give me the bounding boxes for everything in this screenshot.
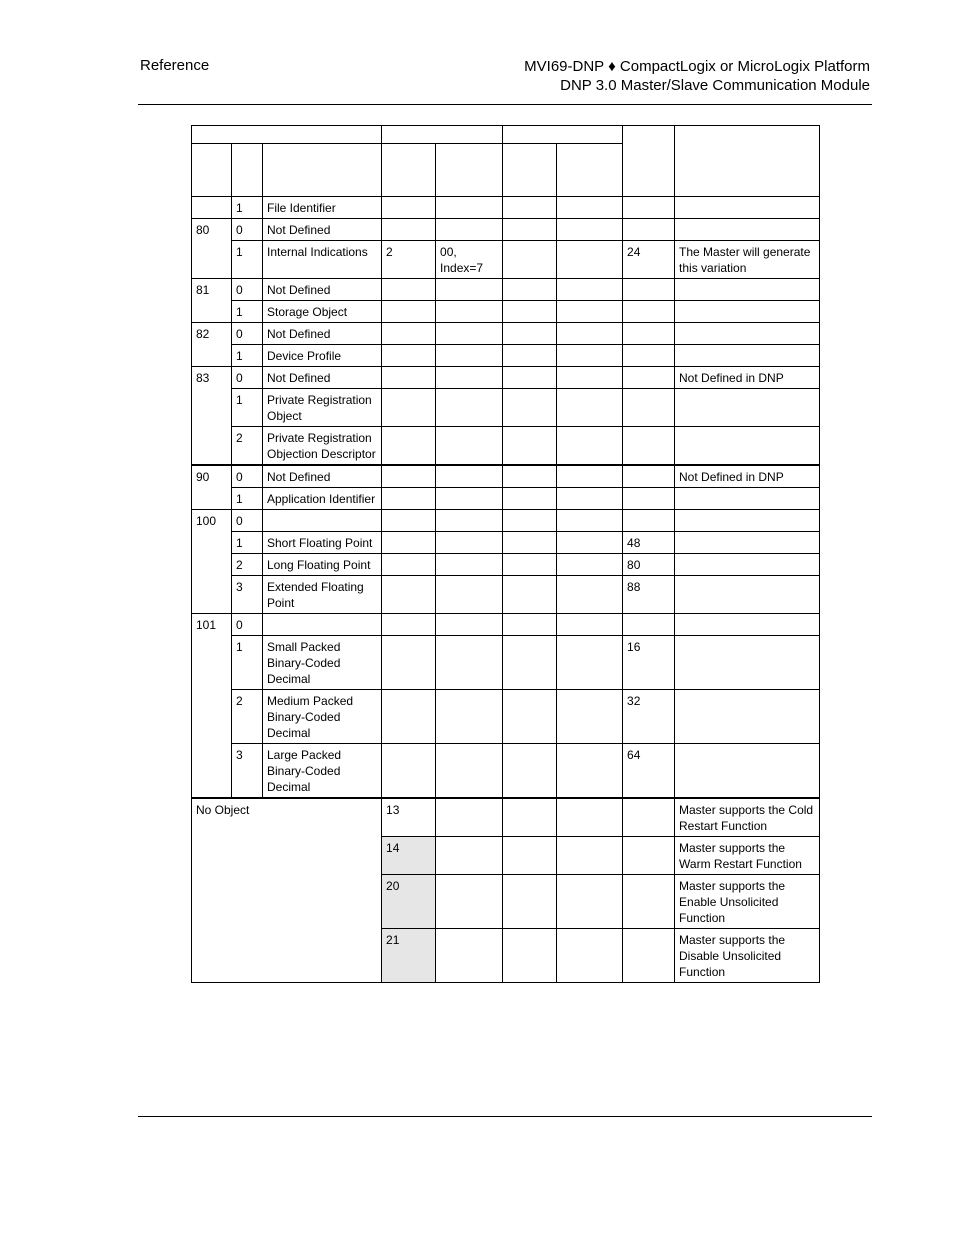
desc-cell: Private Registration Object bbox=[263, 389, 382, 427]
var-cell: 1 bbox=[232, 488, 263, 510]
dnp-object-table bbox=[191, 125, 820, 983]
resp-cell bbox=[557, 510, 623, 532]
header-cell-object bbox=[192, 126, 382, 144]
qualifier-cell bbox=[436, 488, 503, 510]
fc-cell bbox=[382, 389, 436, 427]
resp-cell bbox=[503, 554, 557, 576]
notes-cell bbox=[675, 427, 820, 466]
desc-cell: Not Defined bbox=[263, 465, 382, 488]
notes-cell: Master supports the Enable Unsolicited Function bbox=[675, 875, 820, 929]
var-cell: 2 bbox=[232, 690, 263, 744]
resp-cell bbox=[503, 301, 557, 323]
desc-cell: Medium Packed Binary-Coded Decimal bbox=[263, 690, 382, 744]
subheader-cell bbox=[232, 144, 263, 197]
qualifier-cell bbox=[436, 389, 503, 427]
resp-cell bbox=[557, 219, 623, 241]
qualifier-cell bbox=[436, 345, 503, 367]
resp-cell bbox=[557, 323, 623, 345]
var-cell: 0 bbox=[232, 323, 263, 345]
resp-cell bbox=[503, 427, 557, 466]
table-header-row bbox=[192, 126, 820, 144]
table-row bbox=[192, 614, 820, 636]
footer-rule bbox=[138, 1116, 872, 1117]
qualifier-cell bbox=[436, 636, 503, 690]
desc-cell bbox=[263, 510, 382, 532]
resp-cell bbox=[503, 875, 557, 929]
resp-cell bbox=[557, 367, 623, 389]
resp-cell bbox=[557, 576, 623, 614]
fc-cell bbox=[382, 636, 436, 690]
qualifier-cell bbox=[436, 554, 503, 576]
fc-cell bbox=[382, 301, 436, 323]
var-cell: 0 bbox=[232, 367, 263, 389]
notes-cell: Not Defined in DNP bbox=[675, 465, 820, 488]
fc-cell bbox=[382, 197, 436, 219]
fc-cell bbox=[382, 427, 436, 466]
table-row bbox=[192, 510, 820, 532]
notes-cell: Master supports the Cold Restart Function bbox=[675, 798, 820, 837]
resp-cell bbox=[503, 929, 557, 983]
header-cell-notes bbox=[675, 126, 820, 197]
table-row bbox=[192, 219, 820, 241]
qualifier-cell bbox=[436, 219, 503, 241]
var-cell: 0 bbox=[232, 614, 263, 636]
notes-cell bbox=[675, 323, 820, 345]
resp-cell bbox=[503, 614, 557, 636]
fc-cell: 21 bbox=[382, 929, 436, 983]
notes-cell bbox=[675, 690, 820, 744]
qualifier-cell bbox=[436, 875, 503, 929]
fc-cell bbox=[382, 510, 436, 532]
desc-cell: Long Floating Point bbox=[263, 554, 382, 576]
notes-cell: Master supports the Warm Restart Function bbox=[675, 837, 820, 875]
desc-cell: Not Defined bbox=[263, 279, 382, 301]
notes-cell bbox=[675, 389, 820, 427]
notes-cell bbox=[675, 576, 820, 614]
fc-cell bbox=[382, 690, 436, 744]
resp-cell bbox=[557, 636, 623, 690]
fc-cell bbox=[382, 219, 436, 241]
size-cell bbox=[623, 614, 675, 636]
var-cell: 1 bbox=[232, 389, 263, 427]
resp-cell bbox=[557, 554, 623, 576]
var-cell: 0 bbox=[232, 465, 263, 488]
var-cell: 2 bbox=[232, 427, 263, 466]
resp-cell bbox=[503, 465, 557, 488]
resp-cell bbox=[557, 465, 623, 488]
size-cell: 48 bbox=[623, 532, 675, 554]
notes-cell bbox=[675, 345, 820, 367]
table-row bbox=[192, 798, 820, 837]
var-cell: 1 bbox=[232, 197, 263, 219]
fc-cell bbox=[382, 554, 436, 576]
notes-cell bbox=[675, 532, 820, 554]
resp-cell bbox=[557, 197, 623, 219]
table-row bbox=[192, 389, 820, 427]
size-cell bbox=[623, 279, 675, 301]
header-cell-response bbox=[503, 126, 623, 144]
size-cell: 24 bbox=[623, 241, 675, 279]
resp-cell bbox=[503, 219, 557, 241]
fc-cell bbox=[382, 532, 436, 554]
header-cell-size bbox=[623, 126, 675, 197]
desc-cell: Private Registration Objection Descriptor bbox=[263, 427, 382, 466]
size-cell bbox=[623, 301, 675, 323]
size-cell: 32 bbox=[623, 690, 675, 744]
subheader-cell bbox=[557, 144, 623, 197]
table-row bbox=[192, 532, 820, 554]
table-row bbox=[192, 323, 820, 345]
table-row bbox=[192, 465, 820, 488]
table-row bbox=[192, 744, 820, 799]
obj-cell: 81 bbox=[192, 279, 232, 323]
obj-cell bbox=[192, 197, 232, 219]
qualifier-cell bbox=[436, 837, 503, 875]
header-cell-request bbox=[382, 126, 503, 144]
page-header-title bbox=[524, 57, 870, 95]
fc-cell bbox=[382, 488, 436, 510]
var-cell: 3 bbox=[232, 576, 263, 614]
notes-cell bbox=[675, 636, 820, 690]
var-cell: 0 bbox=[232, 279, 263, 301]
desc-cell: Internal Indications bbox=[263, 241, 382, 279]
desc-cell: Large Packed Binary-Coded Decimal bbox=[263, 744, 382, 799]
qualifier-cell bbox=[436, 197, 503, 219]
table-row bbox=[192, 690, 820, 744]
size-cell bbox=[623, 323, 675, 345]
notes-cell bbox=[675, 301, 820, 323]
resp-cell bbox=[503, 279, 557, 301]
fc-cell: 13 bbox=[382, 798, 436, 837]
size-cell bbox=[623, 875, 675, 929]
size-cell bbox=[623, 427, 675, 466]
size-cell bbox=[623, 488, 675, 510]
subheader-cell bbox=[503, 144, 557, 197]
qualifier-cell bbox=[436, 576, 503, 614]
fc-cell bbox=[382, 367, 436, 389]
qualifier-cell bbox=[436, 301, 503, 323]
qualifier-cell bbox=[436, 367, 503, 389]
table-row bbox=[192, 636, 820, 690]
notes-cell bbox=[675, 614, 820, 636]
size-cell: 64 bbox=[623, 744, 675, 799]
resp-cell bbox=[557, 837, 623, 875]
qualifier-cell bbox=[436, 427, 503, 466]
fc-cell bbox=[382, 323, 436, 345]
notes-cell: Not Defined in DNP bbox=[675, 367, 820, 389]
obj-cell: 100 bbox=[192, 510, 232, 614]
resp-cell bbox=[503, 798, 557, 837]
header-module-line: DNP 3.0 Master/Slave Communication Module bbox=[560, 77, 870, 94]
desc-cell: Not Defined bbox=[263, 219, 382, 241]
size-cell bbox=[623, 345, 675, 367]
var-cell: 0 bbox=[232, 219, 263, 241]
desc-cell: File Identifier bbox=[263, 197, 382, 219]
table-row bbox=[192, 367, 820, 389]
qualifier-cell bbox=[436, 798, 503, 837]
size-cell bbox=[623, 367, 675, 389]
qualifier-cell bbox=[436, 614, 503, 636]
notes-cell bbox=[675, 279, 820, 301]
fc-cell bbox=[382, 576, 436, 614]
size-cell bbox=[623, 465, 675, 488]
fc-cell bbox=[382, 465, 436, 488]
notes-cell bbox=[675, 510, 820, 532]
notes-cell bbox=[675, 219, 820, 241]
fc-cell bbox=[382, 614, 436, 636]
qualifier-cell bbox=[436, 510, 503, 532]
resp-cell bbox=[503, 744, 557, 799]
resp-cell bbox=[557, 614, 623, 636]
qualifier-cell bbox=[436, 279, 503, 301]
qualifier-cell bbox=[436, 323, 503, 345]
subheader-cell bbox=[382, 144, 436, 197]
var-cell: 0 bbox=[232, 510, 263, 532]
fc-cell bbox=[382, 279, 436, 301]
fc-cell: 14 bbox=[382, 837, 436, 875]
obj-cell: 80 bbox=[192, 219, 232, 279]
desc-cell: Application Identifier bbox=[263, 488, 382, 510]
subheader-cell bbox=[436, 144, 503, 197]
qualifier-cell bbox=[436, 532, 503, 554]
var-cell: 3 bbox=[232, 744, 263, 799]
desc-cell: Device Profile bbox=[263, 345, 382, 367]
resp-cell bbox=[557, 744, 623, 799]
size-cell bbox=[623, 798, 675, 837]
resp-cell bbox=[503, 636, 557, 690]
desc-cell: Not Defined bbox=[263, 323, 382, 345]
desc-cell bbox=[263, 614, 382, 636]
qualifier-cell bbox=[436, 929, 503, 983]
subheader-cell bbox=[192, 144, 232, 197]
resp-cell bbox=[557, 345, 623, 367]
resp-cell bbox=[503, 837, 557, 875]
no-object-cell: No Object bbox=[192, 798, 382, 983]
resp-cell bbox=[503, 241, 557, 279]
resp-cell bbox=[503, 510, 557, 532]
resp-cell bbox=[557, 929, 623, 983]
size-cell bbox=[623, 837, 675, 875]
resp-cell bbox=[503, 488, 557, 510]
var-cell: 2 bbox=[232, 554, 263, 576]
table-row bbox=[192, 279, 820, 301]
notes-cell bbox=[675, 554, 820, 576]
var-cell: 1 bbox=[232, 345, 263, 367]
resp-cell bbox=[503, 367, 557, 389]
header-rule bbox=[138, 104, 872, 105]
resp-cell bbox=[557, 241, 623, 279]
qualifier-cell bbox=[436, 465, 503, 488]
resp-cell bbox=[557, 532, 623, 554]
resp-cell bbox=[503, 532, 557, 554]
fc-cell bbox=[382, 345, 436, 367]
table-row bbox=[192, 554, 820, 576]
var-cell: 1 bbox=[232, 532, 263, 554]
desc-cell: Small Packed Binary-Coded Decimal bbox=[263, 636, 382, 690]
resp-cell bbox=[503, 197, 557, 219]
header-product-line: MVI69-DNP ♦ CompactLogix or MicroLogix Platform bbox=[524, 58, 870, 75]
notes-cell bbox=[675, 744, 820, 799]
table-row bbox=[192, 241, 820, 279]
obj-cell: 83 bbox=[192, 367, 232, 466]
desc-cell: Extended Floating Point bbox=[263, 576, 382, 614]
table-row bbox=[192, 301, 820, 323]
notes-cell bbox=[675, 488, 820, 510]
notes-cell: The Master will generate this variation bbox=[675, 241, 820, 279]
size-cell: 88 bbox=[623, 576, 675, 614]
table-row bbox=[192, 488, 820, 510]
resp-cell bbox=[557, 875, 623, 929]
var-cell: 1 bbox=[232, 301, 263, 323]
desc-cell: Short Floating Point bbox=[263, 532, 382, 554]
var-cell: 1 bbox=[232, 241, 263, 279]
resp-cell bbox=[557, 488, 623, 510]
size-cell: 80 bbox=[623, 554, 675, 576]
obj-cell: 90 bbox=[192, 465, 232, 510]
fc-cell: 20 bbox=[382, 875, 436, 929]
fc-cell bbox=[382, 744, 436, 799]
page-header-section: Reference bbox=[140, 57, 210, 74]
resp-cell bbox=[557, 279, 623, 301]
desc-cell: Storage Object bbox=[263, 301, 382, 323]
resp-cell bbox=[503, 690, 557, 744]
resp-cell bbox=[557, 690, 623, 744]
table-row bbox=[192, 345, 820, 367]
table-row bbox=[192, 197, 820, 219]
obj-cell: 101 bbox=[192, 614, 232, 799]
resp-cell bbox=[503, 345, 557, 367]
notes-cell: Master supports the Disable Unsolicited Function bbox=[675, 929, 820, 983]
resp-cell bbox=[503, 389, 557, 427]
size-cell bbox=[623, 197, 675, 219]
resp-cell bbox=[557, 798, 623, 837]
size-cell bbox=[623, 219, 675, 241]
desc-cell: Not Defined bbox=[263, 367, 382, 389]
subheader-cell bbox=[263, 144, 382, 197]
obj-cell: 82 bbox=[192, 323, 232, 367]
qualifier-cell: 00, Index=7 bbox=[436, 241, 503, 279]
var-cell: 1 bbox=[232, 636, 263, 690]
size-cell: 16 bbox=[623, 636, 675, 690]
qualifier-cell bbox=[436, 690, 503, 744]
notes-cell bbox=[675, 197, 820, 219]
resp-cell bbox=[557, 427, 623, 466]
resp-cell bbox=[503, 576, 557, 614]
qualifier-cell bbox=[436, 744, 503, 799]
table-row bbox=[192, 427, 820, 466]
size-cell bbox=[623, 389, 675, 427]
resp-cell bbox=[557, 389, 623, 427]
size-cell bbox=[623, 510, 675, 532]
resp-cell bbox=[503, 323, 557, 345]
table-row bbox=[192, 576, 820, 614]
fc-cell: 2 bbox=[382, 241, 436, 279]
size-cell bbox=[623, 929, 675, 983]
resp-cell bbox=[557, 301, 623, 323]
